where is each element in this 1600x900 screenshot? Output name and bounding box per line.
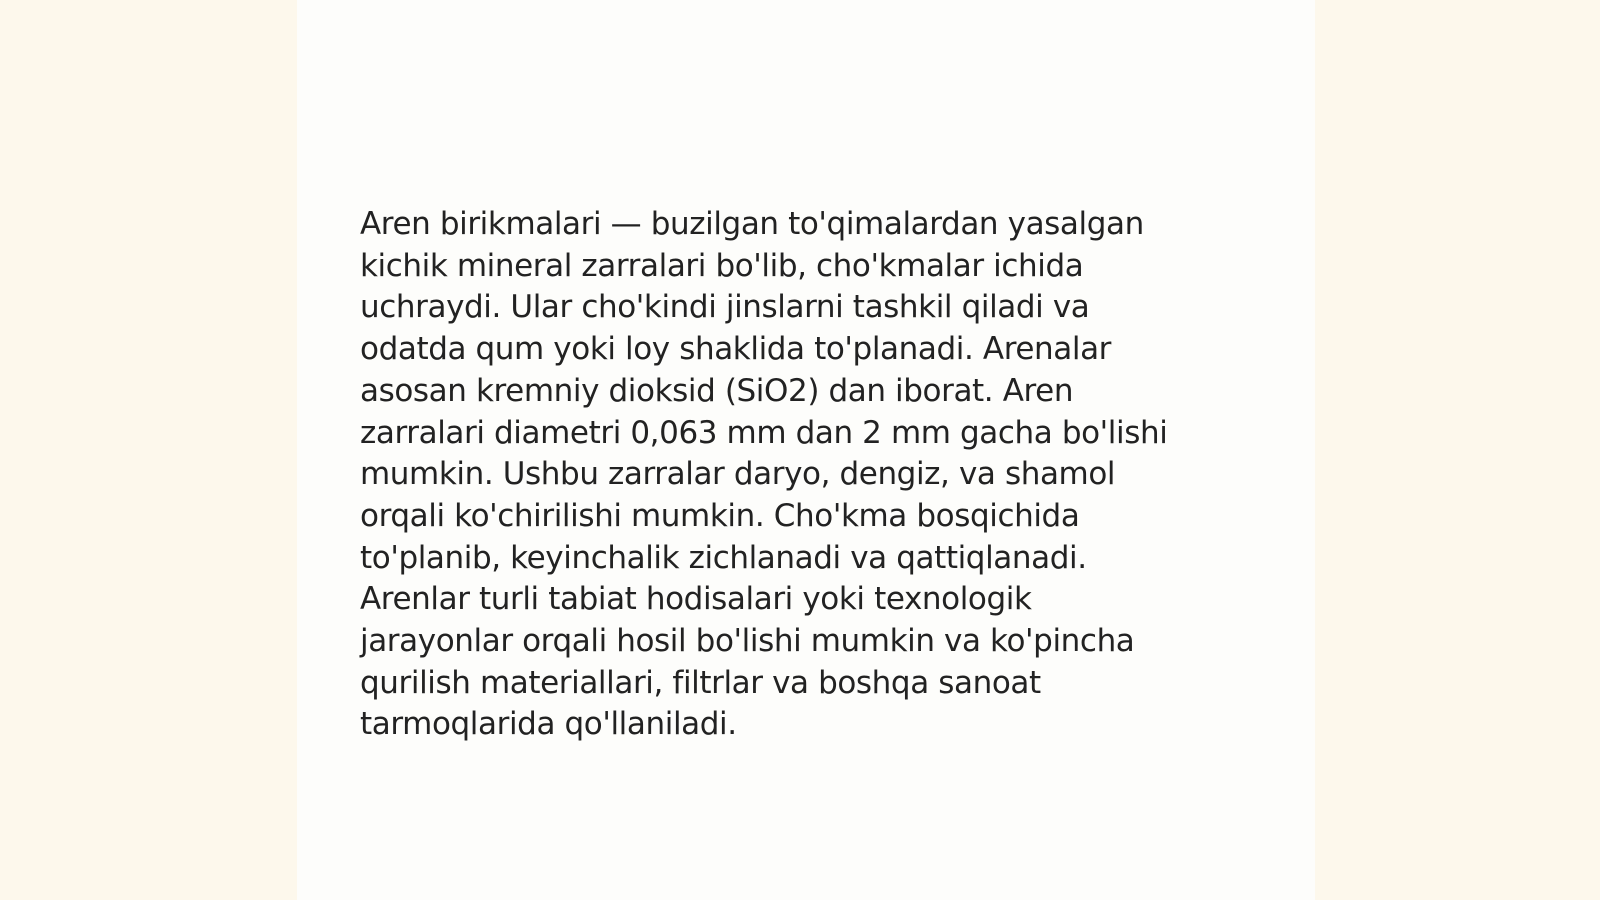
paragraph-line: jarayonlar orqali hosil bo'lishi mumkin va ko'pincha — [360, 623, 1135, 660]
paragraph-line: odatda qum yoki loy shaklida to'planadi. Arenalar — [360, 331, 1112, 368]
paragraph-line: zarralari diametri 0,063 mm dan 2 mm gacha bo'lishi — [360, 414, 1168, 451]
paragraph-line: mumkin. Ushbu zarralar daryo, dengiz, va shamol — [360, 456, 1116, 493]
paragraph-line: asosan kremniy dioksid (SiO2) dan iborat. Aren — [360, 372, 1074, 409]
paragraph-line: qurilish materiallari, filtrlar va boshqa sanoat — [360, 664, 1041, 701]
paragraph-line: Arenlar turli tabiat hodisalari yoki texnologik — [360, 581, 1032, 618]
paragraph-line: orqali ko'chirilishi mumkin. Cho'kma bosqichida — [360, 497, 1080, 534]
paragraph-line: Aren birikmalari — buzilgan to'qimalardan yasalgan — [360, 206, 1144, 242]
paragraph-line: to'planib, keyinchalik zichlanadi va qattiqlanadi. — [360, 539, 1087, 576]
body-paragraph — [360, 204, 1260, 746]
paragraph-line: uchraydi. Ular cho'kindi jinslarni tashkil qiladi va — [360, 289, 1090, 326]
paragraph-line: kichik mineral zarralari bo'lib, cho'kmalar ichida — [360, 247, 1084, 284]
document-page — [297, 0, 1315, 900]
paragraph-line: tarmoqlarida qo'llaniladi. — [360, 706, 737, 743]
